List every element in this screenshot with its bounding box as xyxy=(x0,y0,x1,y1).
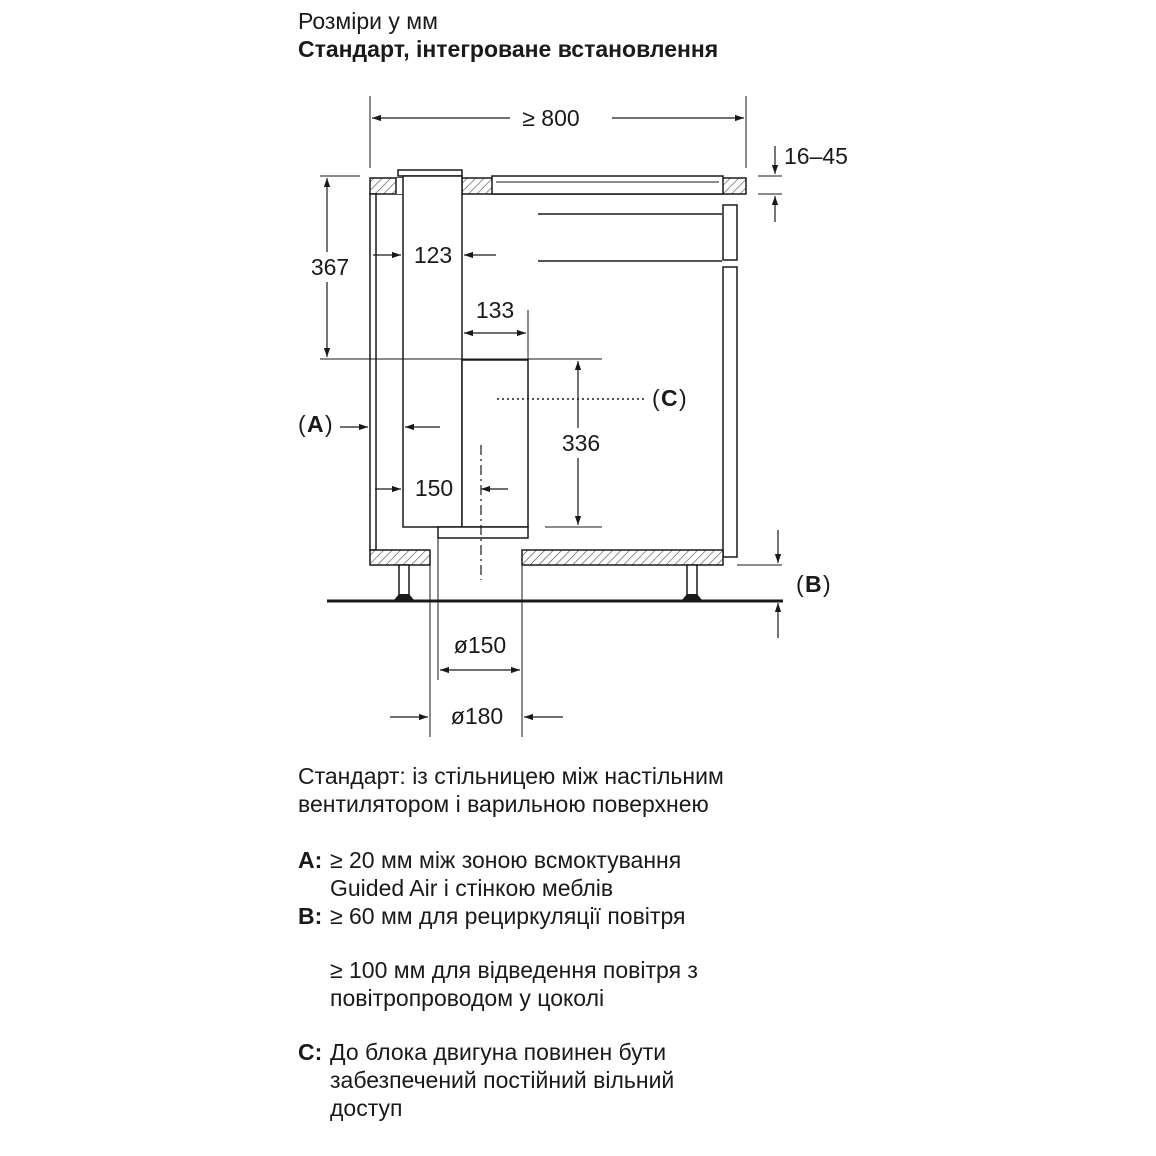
dimension-column-depth xyxy=(373,242,496,268)
dimension-label: ≥ 800 xyxy=(522,105,580,131)
note-a-line: Guided Air і стінкою меблів xyxy=(330,875,614,901)
note-c-line: До блока двигуна повинен бути xyxy=(330,1039,667,1065)
note-c-line: доступ xyxy=(330,1095,403,1121)
dimension-duct-diameter-150 xyxy=(440,632,520,670)
callout-c-letter: C xyxy=(661,385,678,411)
cabinet-leg xyxy=(394,565,414,600)
dimension-countertop-thickness xyxy=(775,143,848,222)
note-c-key: C: xyxy=(298,1039,323,1065)
dimension-label: 16–45 xyxy=(784,143,848,169)
note-b-line: ≥ 100 мм для відведення повітря з xyxy=(330,957,698,983)
dimension-label: 367 xyxy=(310,254,350,280)
dimension-label: ø150 xyxy=(453,632,507,658)
notes xyxy=(298,762,724,1121)
standard-note-line: вентилятором і варильною поверхнею xyxy=(298,791,709,817)
svg-text:): ) xyxy=(325,411,333,437)
svg-text:): ) xyxy=(823,571,831,597)
svg-text:(: ( xyxy=(796,571,804,597)
dimension-motor-depth xyxy=(464,297,526,333)
dimension-width xyxy=(372,105,744,131)
note-a-line: ≥ 20 мм між зоною всмоктування xyxy=(330,847,682,873)
cabinet-bottom xyxy=(370,550,723,565)
standard-note-line: Стандарт: із стільницею між настільним xyxy=(298,763,724,789)
dimension-label: 133 xyxy=(475,297,515,323)
cabinet-side-left xyxy=(370,194,376,550)
note-a-key: A: xyxy=(298,847,323,873)
dimension-label: 150 xyxy=(414,475,454,501)
note-c-line: забезпечений постійний вільний xyxy=(330,1067,675,1093)
callout-b-letter: B xyxy=(805,571,822,597)
svg-text:): ) xyxy=(679,385,687,411)
note-b-line: повітропроводом у цоколі xyxy=(330,985,605,1011)
note-b-line: ≥ 60 мм для рециркуляції повітря xyxy=(330,903,686,929)
cooktop xyxy=(492,176,723,194)
page-title: Стандарт, інтегроване встановлення xyxy=(298,36,719,62)
cabinet-leg xyxy=(682,565,702,600)
dimension-label: 336 xyxy=(561,430,601,456)
dimension-motor-height xyxy=(554,361,606,525)
svg-text:(: ( xyxy=(652,385,660,411)
dimensions-unit-label: Розміри у мм xyxy=(298,8,438,34)
dimension-label: ø180 xyxy=(450,703,504,729)
dimension-label: 123 xyxy=(413,242,453,268)
note-b-key: B: xyxy=(298,903,323,929)
callout-b xyxy=(778,530,831,638)
downdraft-extractor-column xyxy=(398,170,462,527)
dimension-upper-height xyxy=(302,178,354,357)
svg-text:(: ( xyxy=(298,411,306,437)
dimension-duct-diameter-180 xyxy=(390,703,563,729)
callout-a-letter: A xyxy=(307,411,324,437)
cabinet-front-right xyxy=(723,205,737,557)
